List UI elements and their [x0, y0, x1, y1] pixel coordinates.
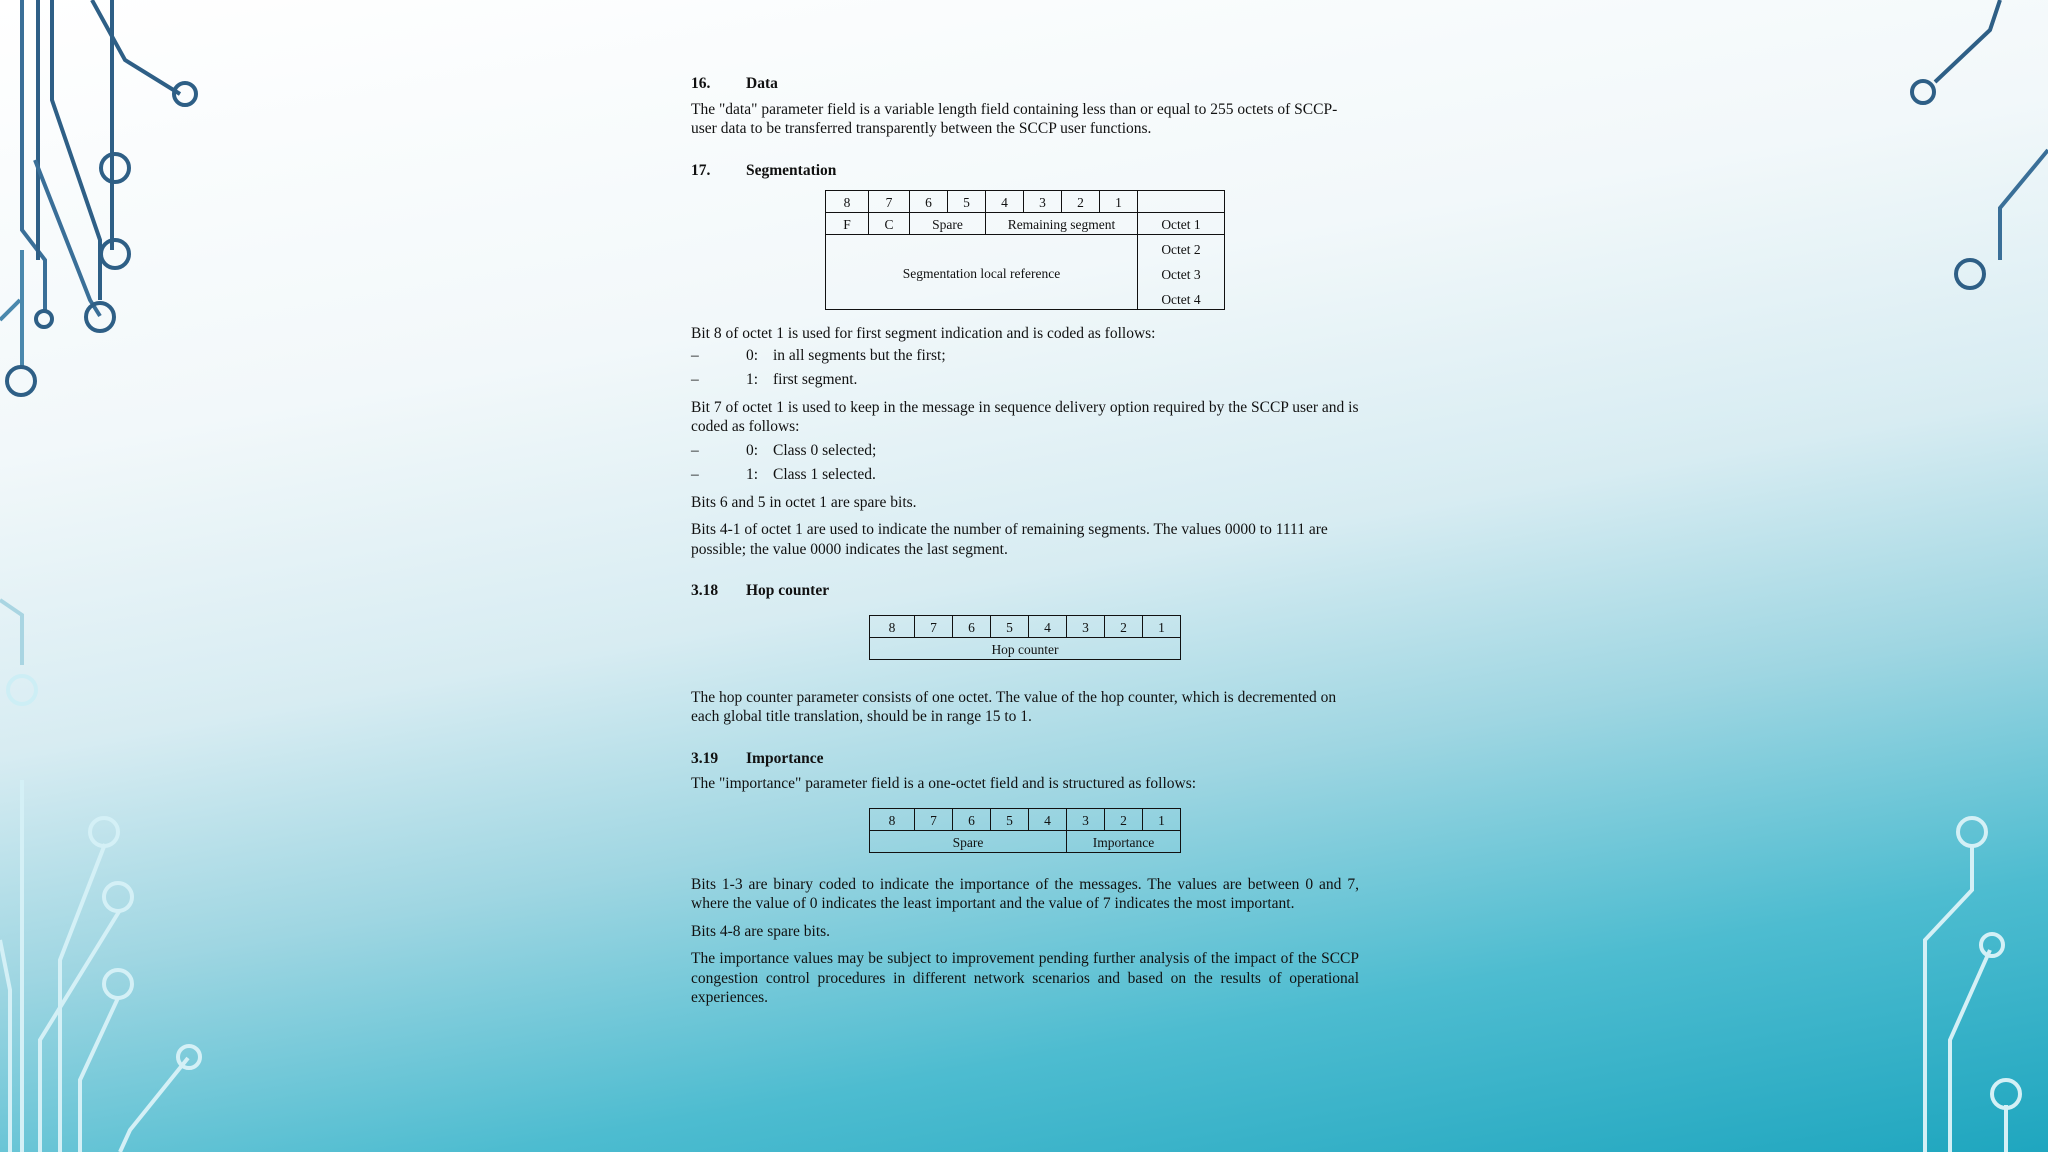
hop-counter-table	[869, 615, 1181, 660]
importance-table-wrap	[691, 808, 1359, 853]
section-title: Hop counter	[746, 582, 830, 599]
list-item: – 0: Class 0 selected;	[691, 441, 877, 459]
bit-cell: 8	[870, 615, 915, 637]
importance-cell: Importance	[1067, 830, 1181, 852]
section-title: Data	[746, 75, 778, 92]
octet-label: Octet 2	[1138, 235, 1225, 263]
section-318-heading	[691, 581, 1359, 601]
bit-cell: 2	[1105, 808, 1143, 830]
c-cell: C	[869, 213, 910, 235]
bit-cell: 6	[910, 191, 948, 213]
section-16-heading	[691, 74, 1359, 94]
section-number: 17.	[691, 161, 711, 179]
bit-cell: 2	[1105, 615, 1143, 637]
bit-cell: 4	[1029, 615, 1067, 637]
bit-cell: 5	[948, 191, 986, 213]
paragraph-bits65: Bits 6 and 5 in octet 1 are spare bits.	[691, 493, 917, 511]
bit-cell: 8	[870, 808, 915, 830]
bit-cell: 1	[1100, 191, 1138, 213]
segmentation-table	[825, 190, 1225, 310]
bit-cell: 1	[1143, 615, 1181, 637]
list-item: – 0: in all segments but the first;	[691, 346, 946, 364]
hop-counter-table-wrap	[691, 615, 1359, 660]
section-number: 16.	[691, 75, 711, 92]
paragraph-data: The "data" parameter field is a variable length field containing less than or equal to 255 octets of SCCP-user data to be transferred transparently between the SCCP user functions.	[691, 100, 1338, 137]
paragraph-spare-bits: Bits 4-8 are spare bits.	[691, 922, 831, 940]
bit-cell: 6	[953, 808, 991, 830]
bit-cell: 7	[915, 808, 953, 830]
octet-label: Octet 4	[1138, 287, 1225, 310]
section-number: 3.19	[691, 749, 719, 767]
paragraph-importance-bits: Bits 1-3 are binary coded to indicate the importance of the messages. The values are between 0 and 7, where the value of 0 indicates the least important and the value of 7 indicates the most important.	[691, 875, 1359, 912]
spare-cell: Spare	[870, 830, 1067, 852]
bit-header-row	[826, 191, 1225, 213]
bit8-list	[691, 346, 1359, 390]
octet-cell-empty	[1138, 191, 1225, 213]
segmentation-table-wrap	[691, 190, 1359, 310]
bit-header-row	[870, 808, 1181, 830]
list-item: – 1: first segment.	[691, 371, 858, 388]
document-page	[691, 74, 1359, 1016]
hop-counter-cell: Hop counter	[870, 637, 1181, 659]
importance-table	[869, 808, 1181, 853]
octet-label: Octet 3	[1138, 262, 1225, 287]
bit-cell: 2	[1062, 191, 1100, 213]
bit-header-row	[870, 615, 1181, 637]
paragraph-bits41: Bits 4-1 of octet 1 are used to indicate the number of remaining segments. The values 0000 to 1111 are possible; the value 0000 indicates the last segment.	[691, 521, 1328, 558]
paragraph-hop-counter: The hop counter parameter consists of one octet. The value of the hop counter, which is decremented on each global title translation, should be in range 15 to 1.	[691, 688, 1337, 725]
bit-cell: 1	[1143, 808, 1181, 830]
remaining-segment-cell: Remaining segment	[986, 213, 1138, 235]
bit-cell: 6	[953, 615, 991, 637]
bit-cell: 7	[915, 615, 953, 637]
paragraph-importance-note: The importance values may be subject to improvement pending further analysis of the impact of the SCCP congestion control procedures in different network scenarios and based on the results of operational experiences.	[691, 950, 1359, 1006]
bit-cell: 7	[869, 191, 910, 213]
bit-cell: 5	[991, 808, 1029, 830]
bit-cell: 3	[1024, 191, 1062, 213]
section-17-heading	[691, 161, 1359, 181]
bit-cell: 4	[1029, 808, 1067, 830]
section-319-heading	[691, 749, 1359, 769]
octet-label: Octet 1	[1138, 213, 1225, 235]
section-number: 3.18	[691, 582, 719, 599]
local-reference-cell: Segmentation local reference	[826, 235, 1138, 310]
bit-cell: 5	[991, 615, 1029, 637]
bit-cell: 8	[826, 191, 869, 213]
bit7-list	[691, 441, 1359, 485]
paragraph-bit7: Bit 7 of octet 1 is used to keep in the message in sequence delivery option required by the SCCP user and is coded as follows:	[691, 398, 1359, 435]
paragraph-importance-intro: The "importance" parameter field is a one-octet field and is structured as follows:	[691, 775, 1197, 792]
section-title: Segmentation	[746, 161, 837, 179]
bit-cell: 4	[986, 191, 1024, 213]
list-item: – 1: Class 1 selected.	[691, 466, 876, 483]
f-cell: F	[826, 213, 869, 235]
section-title: Importance	[746, 749, 824, 767]
bit-cell: 3	[1067, 615, 1105, 637]
spare-cell: Spare	[910, 213, 986, 235]
bit-cell: 3	[1067, 808, 1105, 830]
octet-1-row	[826, 213, 1225, 235]
paragraph-bit8: Bit 8 of octet 1 is used for first segment indication and is coded as follows:	[691, 325, 1156, 342]
